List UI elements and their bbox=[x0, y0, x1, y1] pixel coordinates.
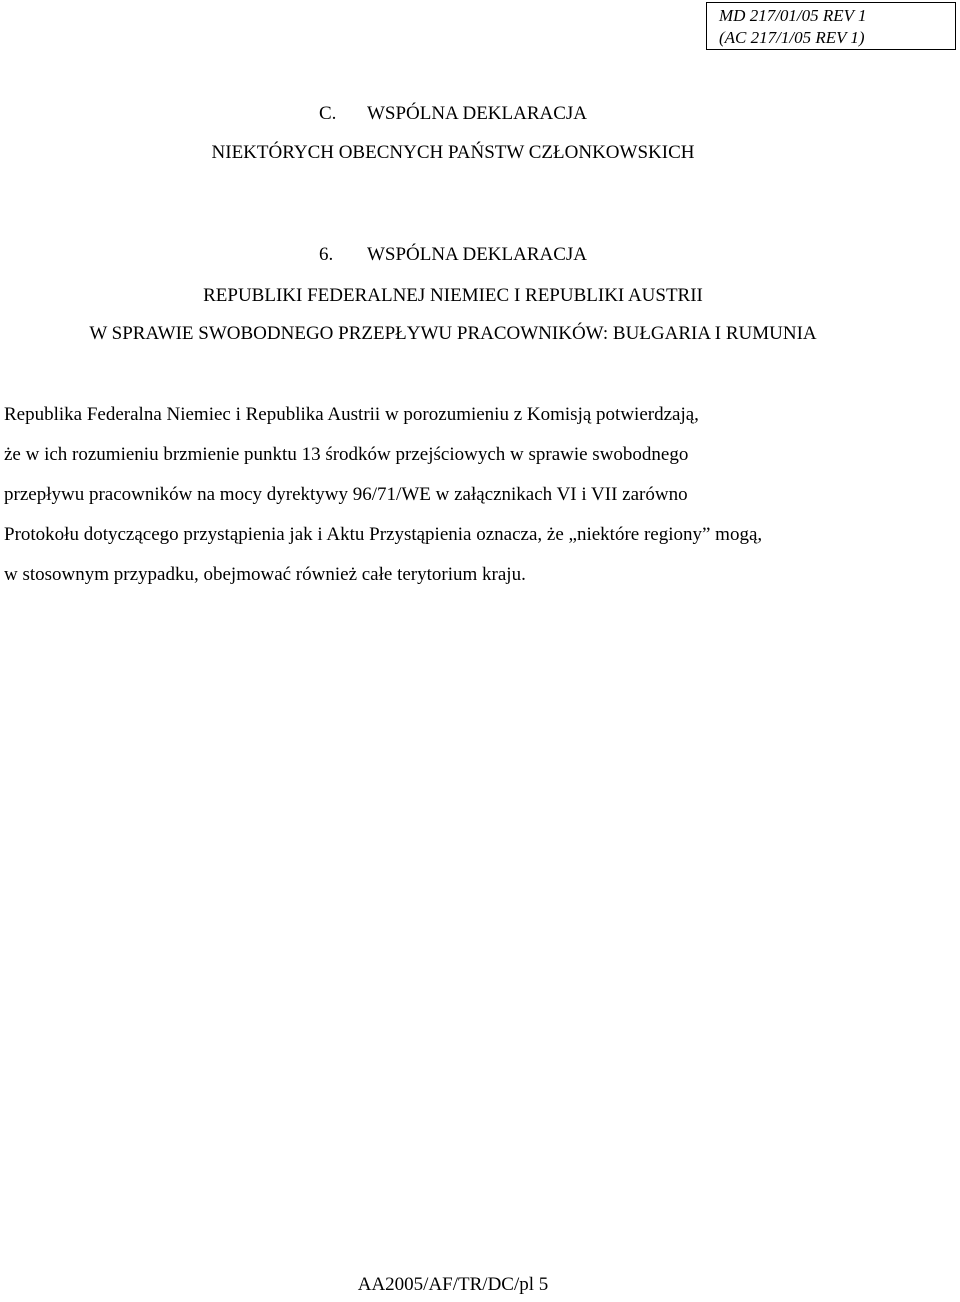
declaration-6-number: 6. bbox=[318, 244, 334, 265]
body-line: że w ich rozumieniu brzmienie punktu 13 środków przejściowych w sprawie swobodnego bbox=[4, 444, 689, 465]
body-line: przepływu pracowników na mocy dyrektywy 96/71/WE w załącznikach VI i VII zarówno bbox=[4, 484, 688, 505]
declaration-6-heading bbox=[0, 244, 906, 266]
section-c-number: C. bbox=[318, 103, 337, 124]
declaration-6-title-line-2: REPUBLIKI FEDERALNEJ NIEMIEC I REPUBLIKI AUSTRII bbox=[203, 285, 703, 306]
body-line: Protokołu dotyczącego przystąpienia jak i Aktu Przystąpienia oznacza, że „niektóre regiony” mogą, bbox=[4, 524, 763, 545]
body-line: Republika Federalna Niemiec i Republika Austrii w porozumieniu z Komisją potwierdzają, bbox=[4, 404, 699, 425]
section-c-title-line-1: WSPÓLNA DEKLARACJA bbox=[366, 103, 588, 124]
body-line: w stosownym przypadku, obejmować również całe terytorium kraju. bbox=[4, 564, 526, 585]
page-footer-code: AA2005/AF/TR/DC/pl 5 bbox=[357, 1274, 549, 1295]
section-c-heading bbox=[0, 103, 906, 125]
declaration-6-title-line-3: W SPRAWIE SWOBODNEGO PRZEPŁYWU PRACOWNIKÓW: BUŁGARIA I RUMUNIA bbox=[89, 323, 817, 344]
section-c-subtitle: NIEKTÓRYCH OBECNYCH PAŃSTW CZŁONKOWSKICH bbox=[211, 142, 695, 163]
reference-line-2: (AC 217/1/05 REV 1) bbox=[719, 28, 865, 47]
document-reference-box bbox=[706, 2, 956, 50]
reference-line-1: MD 217/01/05 REV 1 bbox=[719, 6, 867, 25]
declaration-6-title-line-1: WSPÓLNA DEKLARACJA bbox=[366, 244, 588, 265]
declaration-body-paragraph bbox=[4, 395, 934, 595]
